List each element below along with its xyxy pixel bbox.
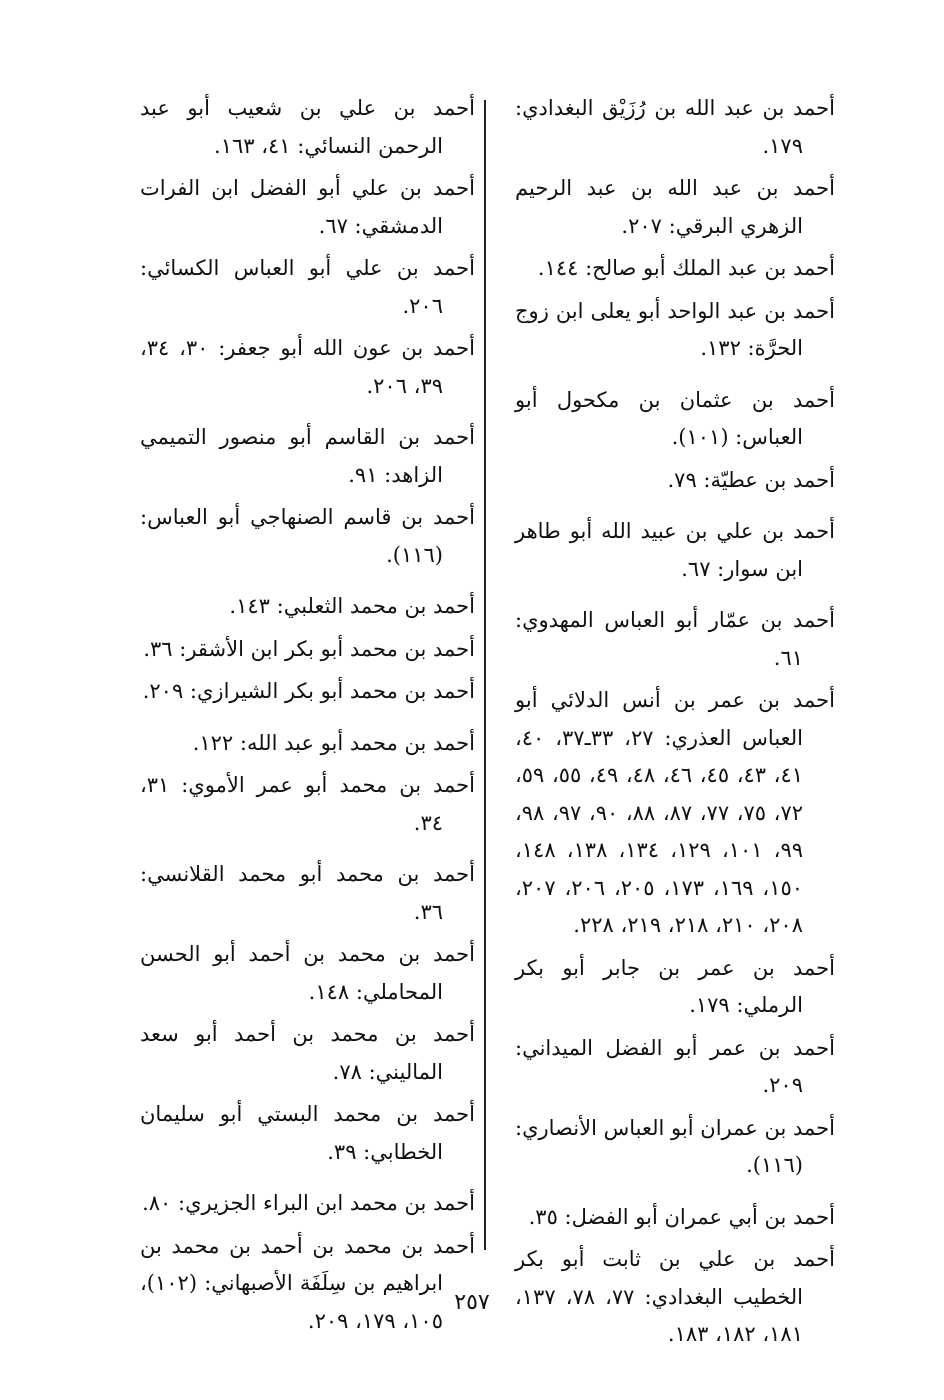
index-entry: أحمد بن عبد الملك أبو صالح: ١٤٤. [537,256,835,280]
index-entry: أحمد بن القاسم أبو منصور التميمي الزاهد: ٩١. [140,425,475,487]
index-column-right [515,90,835,1359]
index-entry: أحمد بن علي أبو العباس الكسائي: ٢٠٦. [140,256,475,318]
index-column-left [140,90,475,1345]
index-entry: أحمد بن عطيّة: ٧٩. [667,467,835,492]
index-entry: أحمد بن علي أبو الفضل ابن الفرات الدمشقي: ٦٧. [140,176,475,238]
index-entry: أحمد بن علي بن ثابت أبو بكر الخطيب البغدادي: ٧٧، ٧٨، ١٣٧، ١٨١، ١٨٢، ١٨٣. [515,1247,835,1346]
index-entry: أحمد بن عمر بن جابر أبو بكر الرملي: ١٧٩. [515,955,835,1017]
index-entry: أحمد بن علي بن عبيد الله أبو طاهر ابن سوار: ٦٧. [515,519,835,581]
index-entry: أحمد بن محمد أبو بكر الشيرازي: ٢٠٩. [142,679,475,703]
index-entry: أحمد بن عبد الله بن عبد الرحيم الزهري البرقي: ٢٠٧. [515,176,835,238]
column-divider [484,100,486,1250]
index-entry: أحمد بن عمر بن أنس الدلائي أبو العباس العذري: ٢٧، ٣٣ـ٣٧، ٤٠، ٤١، ٤٣، ٤٥، ٤٦، ٤٨، ٤٩، ٥٥، ٥٩، ٧٢، ٧٥، ٧٧، ٨٧، ٨٨، ٩٠، ٩٧، ٩٨، ٩٩، ١٠١، ١٢٩، ١٣٤، ١٣٨، ١٤٨، ١٥٠، ١٦٩، ١٧٣، ٢٠٥، ٢٠٦، ٢٠٧، ٢٠٨، ٢١٠، ٢١٨، ٢١٩، ٢٢٨. [515,688,835,937]
index-entry: أحمد بن عبد الله بن رُزَيْق البغدادي: ١٧٩. [515,96,835,158]
index-entry: أحمد بن قاسم الصنهاجي أبو العباس: (١١٦). [140,505,475,567]
index-entry: أحمد بن محمد البستي أبو سليمان الخطابي: ٣٩. [140,1102,475,1164]
index-entry: أحمد بن محمد أبو عمر الأموي: ٣١، ٣٤. [140,773,475,835]
index-entry: أحمد بن عثمان بن مكحول أبو العباس: (١٠١). [515,387,835,449]
page-number: ٢٥٧ [454,1290,490,1315]
index-entry: أحمد بن محمد ابن البراء الجزيري: ٨٠. [142,1191,475,1215]
index-entry: أحمد بن علي بن شعيب أبو عبد الرحمن النسائي: ٤١، ١٦٣. [140,96,475,158]
index-entry: أحمد بن عبد الواحد أبو يعلى ابن زوج الحرَّة: ١٣٢. [515,298,835,360]
index-entry: أحمد بن عون الله أبو جعفر: ٣٠، ٣٤، ٣٩، ٢٠٦. [140,336,475,398]
index-entry: أحمد بن عمر أبو الفضل الميداني: ٢٠٩. [515,1035,835,1097]
index-entry: أحمد بن محمد بن أحمد بن محمد بن ابراهيم بن سِلَفَة الأصبهاني: (١٠٢)، ١٠٥، ١٧٩، ٢٠٩. [140,1233,475,1333]
index-entry: أحمد بن محمد أبو عبد الله: ١٢٢. [192,730,475,755]
index-entry: أحمد بن محمد أبو بكر ابن الأشقر: ٣٦. [143,636,475,661]
index-entry: أحمد بن محمد بن أحمد أبو سعد الماليني: ٧٨. [140,1022,475,1084]
index-entry: أحمد بن محمد الثعلبي: ١٤٣. [229,594,475,618]
index-entry: أحمد بن محمد أبو محمد القلانسي: ٣٦. [140,862,475,924]
index-entry: أحمد بن أبي عمران أبو الفضل: ٣٥. [528,1204,835,1229]
index-entry: أحمد بن عمران أبو العباس الأنصاري: (١١٦). [515,1115,835,1177]
index-entry: أحمد بن محمد بن أحمد أبو الحسن المحاملي: ١٤٨. [140,942,475,1004]
index-entry: أحمد بن عمّار أبو العباس المهدوي: ٦١. [515,608,835,670]
